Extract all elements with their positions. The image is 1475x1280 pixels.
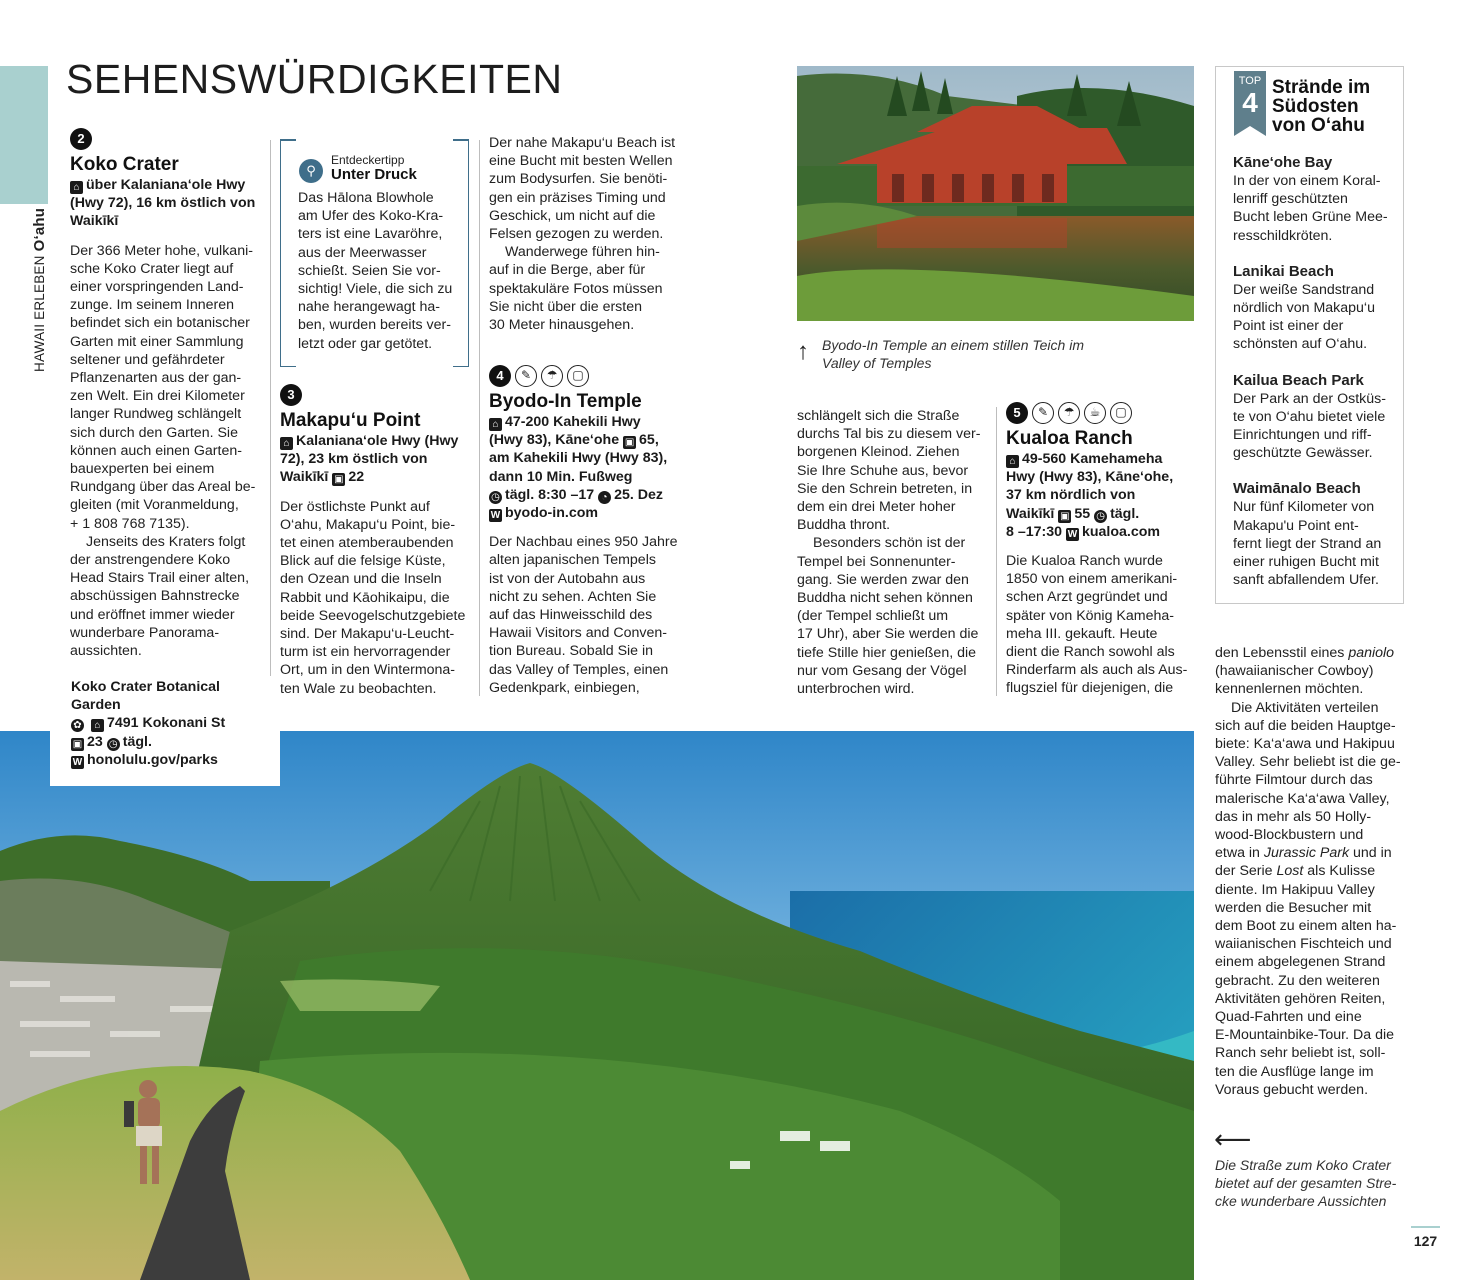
koko-photo-caption: Die Straße zum Koko Crater bietet auf der gesamten Stre- cke wunderbare Aussichten: [1215, 1157, 1397, 1210]
web-icon: W: [490, 510, 501, 522]
garden-icon: ✿: [71, 719, 84, 732]
top-beaches-box: [1215, 66, 1404, 604]
list-item: Kailua Beach Park Der Park an der Ostküs- te von O‘ahu bietet viele Einrichtungen und riff- geschützte Gewässer.: [1233, 371, 1386, 462]
top-box-title: Strände im Südosten von O‘ahu: [1272, 77, 1371, 136]
kualoa-info: ⌂ 49-560 Kamehameha Hwy (Hwy 83), Kāne‘ohe, 37 km nördlich von Waikīkī ▣ 55 ◷ tägl. 8 –17:30 W kualoa.com: [1006, 451, 1174, 540]
magnifier-icon: ⚲: [299, 159, 323, 183]
byodo-text: Der Nachbau eines 950 Jahre alten japanischen Tempels ist von der Autobahn aus nicht zu sehen. Achten Sie auf das Hinweisschild des Hawaii Visitors and Conven- tion Bureau. Sobald Sie in das Valley of Temples, einen Gedenkpark, einbiegen,: [489, 534, 678, 696]
cafe-icon: ☕: [1084, 402, 1106, 424]
list-item: Lanikai Beach Der weiße Sandstrand nördlich von Makapu‘u Point ist einer der schönsten auf O‘ahu.: [1233, 262, 1375, 353]
clock-icon: ◷: [1094, 510, 1107, 523]
tip-title: Unter Druck: [331, 166, 417, 183]
kualoa-text: Die Kualoa Ranch wurde 1850 von einem amerikani- schen Arzt gegründet und später von König Kameha- meha III. gekauft. Heute dient die Ranch sowohl als Rinderfarm als auch als Aus- flugsziel für diejenigen, die: [1006, 553, 1188, 697]
web-icon: W: [1067, 528, 1078, 540]
koko-crater-heading: Koko Crater: [70, 154, 179, 175]
list-item: Waimānalo Beach Nur fünf Kilometer von Makapu'u Point ent- fernt liegt der Strand an einer ruhigen Bucht mit sanft abfallendem Ufer.: [1233, 480, 1382, 589]
closed-icon: ◔: [598, 491, 611, 504]
page-number: 127: [1411, 1226, 1440, 1249]
makapuu-continued: Der nahe Makapu‘u Beach ist eine Bucht mit besten Wellen zum Bodysurfen. Sie benöti- gen ein präzises Timing und Geschick, um nicht auf die Felsen gezogen zu werden. Wanderwege führen hin- auf in die Berge, aber für spektakuläre Fotos müssen Sie nicht über die ersten 30 Meter hinausgehen.: [489, 135, 676, 334]
koko-crater-photo: [0, 731, 1194, 1280]
bus-icon: ▣: [334, 474, 344, 486]
hiking-icon: ☂: [1058, 402, 1080, 424]
clock-icon: ◷: [489, 491, 502, 504]
top-beaches-list: [1233, 153, 1398, 606]
byodo-temple-photo: [797, 66, 1194, 321]
column-divider: [479, 140, 480, 696]
section-title: SEHENSWÜRDIGKEITEN: [66, 56, 563, 102]
kualoa-continued: den Lebensstil eines paniolo (hawaiianischer Cowboy) kennenlernen möchten. Die Aktivitäten verteilen sich auf die beiden Hauptge- biete: Ka‘a‘awa und Hakipuu Valley. Sehr beliebt ist die ge- führte Filmtour durch das malerische Ka‘a‘awa Valley, das in mehr als 50 Holly- wood-Blockbustern und etwa in Jurassic Park und in der Serie Lost als Kulisse diente. Im Hakipuu Valley werden die Besucher mit dem Boot zu einem alten ha- waiianischen Fischteich und einem abgelegenen Strand gebracht. Zu den weiteren Aktivitäten gehören Reiten, Quad-Fahrten und eine E-Mountainbike-Tour. Da die Ranch sehr beliebt ist, soll- ten die Ausflüge lange im Voraus gebucht werden.: [1215, 645, 1401, 1098]
arrow-up-icon: ↑: [797, 338, 809, 365]
makapuu-text: Der östlichste Punkt auf O‘ahu, Makapu‘u Point, bie- tet einen atemberaubenden Blick auf die felsige Küste, den Ozean und die Inseln Rabbit und Kāohikaipu, die beide Seevogelschutzgebiete sind. Der Makapu‘u-Leucht- turm ist ein hervorragender Ort, um in den Wintermona- ten Wale zu beobachten.: [280, 498, 466, 697]
list-item: Kāne‘ohe Bay In der von einem Koral- lenriff geschützten Bucht leben Grüne Mee- resschildkröten.: [1233, 154, 1388, 244]
makapuu-address: ⌂ Kalaniana‘ole Hwy (Hwy 72), 23 km östlich von Waikīkī ▣ 22: [280, 433, 459, 486]
koko-garden-box: [50, 676, 280, 786]
hiking-icon: ☂: [541, 365, 563, 387]
address-icon: ⌂: [70, 181, 83, 194]
koko-crater-entry: [70, 128, 262, 660]
discovery-tip-box: [280, 139, 469, 367]
koko-crater-text-1: Der 366 Meter hohe, vulkani- sche Koko Crater liegt auf einer vorspringenden Land- zunge. Im seinem Inneren befindet sich ein botanischer Garten mit einer Sammlung seltener und gefährdeter Pflanzenarten aus der gan- zen Welt. Ein drei Kilometer langer Rundweg schlängelt sich durch den Garten. Sie können auch einen Garten- bauexperten bei einem Rundgang über das Areal be- gleiten (mit Voranmeldung, + 1 808 768 7135).: [70, 242, 256, 532]
bus-icon: ▣: [624, 437, 635, 449]
web-icon: W: [72, 756, 83, 768]
makapuu-heading: Makapu‘u Point: [280, 410, 421, 431]
shopping-bag-icon: ▢: [1110, 402, 1132, 424]
clock-icon: ◷: [107, 738, 120, 751]
ticket-icon: ✎: [515, 365, 537, 387]
ticket-icon: ✎: [1032, 402, 1054, 424]
address-icon: ⌂: [489, 418, 502, 431]
address-icon: ⌂: [91, 719, 104, 732]
byodo-entry: [489, 365, 689, 697]
koko-crater-address: ⌂ über Kalaniana‘ole Hwy (Hwy 72), 16 km östlich von Waikīkī: [70, 177, 256, 230]
byodo-continued: schlängelt sich die Straße durchs Tal bis zu diesem ver- borgenen Kleinod. Ziehen Sie Ihre Schuhe aus, bevor Sie den Schrein betreten, in dem ein drei Meter hoher Buddha thront. Besonders schön ist der Tempel bei Sonnenunter- gang. Sie werden zwar den Buddha nicht sehen können (der Tempel schließt um 17 Uhr), aber Sie werden die tiefe Stille hier genießen, die nur vom Gesang der Vögel unterbrochen wird.: [797, 408, 981, 698]
byodo-info: ⌂ 47-200 Kahekili Hwy (Hwy 83), Kāne‘ohe ▣ 65, am Kahekili Hwy (Hwy 83), dann 10 Min. Fußweg ◷ tägl. 8:30 –17 ◔ 25. Dez W byodo-in.com: [489, 414, 668, 522]
bus-icon: ▣: [1060, 510, 1070, 522]
section-color-tab: [0, 66, 48, 204]
tip-kicker: Entdeckertipp: [331, 153, 405, 167]
bus-icon: ▣: [72, 738, 83, 750]
shopping-bag-icon: ▢: [567, 365, 589, 387]
tip-body: Das Hālona Blowhole am Ufer des Koko-Kra- ters ist eine Lavaröhre, aus der Meerwasser schießt. Seien Sie vor- sichtig! Viele, die sich zu nahe herangewagt ha- ben, wurden bereits ver- letzt oder gar getötet.: [298, 190, 453, 352]
arrow-left-icon: ⟵: [1214, 1124, 1252, 1154]
entry-number: 2: [70, 128, 92, 150]
temple-caption: Byodo-In Temple an einem stillen Teich im Valley of Temples: [822, 337, 1084, 372]
kualoa-heading: Kualoa Ranch: [1006, 428, 1133, 449]
entry-number: 5: [1006, 402, 1028, 424]
koko-crater-text-2: Jenseits des Kraters folgt der anstrengendere Koko Head Stairs Trail einer alten, abschüssigen Bahnstrecke und eröffnet immer wieder wunderbare Panorama- aussichten.: [70, 533, 250, 660]
address-icon: ⌂: [1006, 455, 1019, 468]
address-icon: ⌂: [280, 437, 293, 450]
column-divider: [996, 407, 997, 696]
koko-garden-info: Koko Crater Botanical Garden ✿ ⌂ 7491 Kokonani St ▣ 23 ◷ tägl. W honolulu.gov/parks: [71, 679, 226, 768]
kualoa-entry: [1006, 402, 1198, 698]
top-badge: TOP 4: [1234, 71, 1266, 126]
entry-number: 3: [280, 384, 302, 406]
section-side-label: HAWAII ERLEBENO‘ahu: [31, 207, 48, 372]
byodo-heading: Byodo-In Temple: [489, 391, 642, 412]
makapuu-entry: [280, 384, 470, 698]
entry-number: 4: [489, 365, 511, 387]
column-divider: [270, 140, 271, 696]
